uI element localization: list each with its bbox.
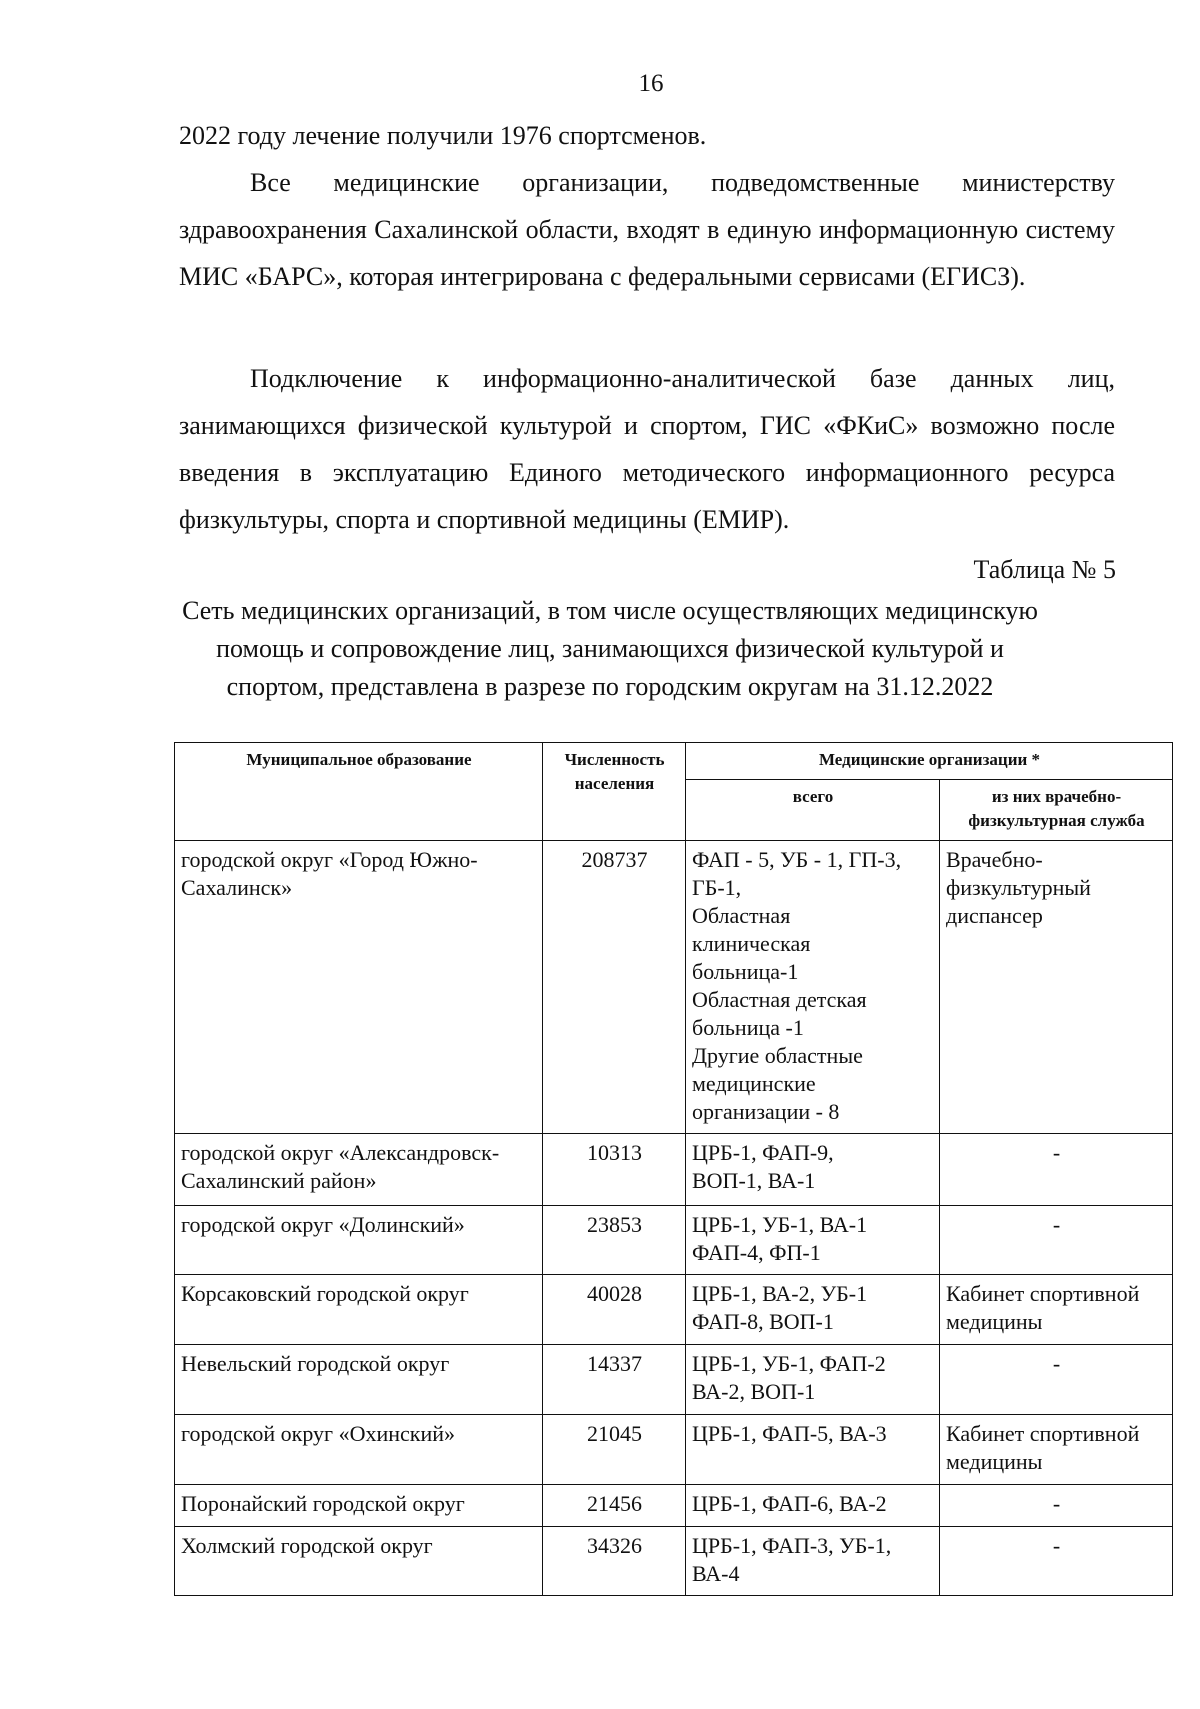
paragraph-1: 2022 году лечение получили 1976 спортсменов. bbox=[179, 121, 707, 150]
organizations-total-cell: ЦРБ-1, ФАП-5, ВА-3 bbox=[686, 1415, 940, 1485]
organizations-total-cell: ЦРБ-1, ФАП-3, УБ-1, ВА-4 bbox=[686, 1527, 940, 1596]
organizations-total-cell: ФАП - 5, УБ - 1, ГП-3, ГБ-1, Областная клиническая больница-1 Областная детская больница -1 Другие областные медицинские организации - 8 bbox=[686, 841, 940, 1134]
organizations-total-cell: ЦРБ-1, УБ-1, ФАП-2 ВА-2, ВОП-1 bbox=[686, 1345, 940, 1415]
municipality-cell: городской округ «Охинский» bbox=[175, 1415, 543, 1485]
sports-service-cell: - bbox=[940, 1206, 1173, 1275]
municipality-cell: Невельский городской округ bbox=[175, 1345, 543, 1415]
table-label: Таблица № 5 bbox=[973, 555, 1116, 584]
population-cell: 21456 bbox=[543, 1485, 686, 1527]
organizations-total-cell: ЦРБ-1, УБ-1, ВА-1 ФАП-4, ФП-1 bbox=[686, 1206, 940, 1275]
table-row bbox=[175, 1345, 1173, 1415]
population-cell: 34326 bbox=[543, 1527, 686, 1596]
sports-service-cell: - bbox=[940, 1527, 1173, 1596]
paragraph-2: Все медицинские организации, подведомственные министерству здравоохранения Сахалинской области, входят в единую информационную систему МИС «БАРС», которая интегрирована с федеральными сервисами (ЕГИСЗ). bbox=[179, 168, 1115, 291]
population-cell: 23853 bbox=[543, 1206, 686, 1275]
page-number: 16 bbox=[638, 70, 664, 97]
table-row bbox=[175, 1527, 1173, 1596]
sports-service-cell: - bbox=[940, 1134, 1173, 1206]
paragraph-3: Подключение к информационно-аналитической базе данных лиц, занимающихся физической культурой и спортом, ГИС «ФКиС» возможно после введения в эксплуатацию Единого методического информационного ресурса физкультуры, спорта и спортивной медицины (ЕМИР). bbox=[179, 364, 1115, 534]
header-organizations: Медицинские организации * bbox=[686, 743, 1173, 780]
sports-service-cell: - bbox=[940, 1345, 1173, 1415]
population-cell: 21045 bbox=[543, 1415, 686, 1485]
municipality-cell: городской округ «Город Южно-Сахалинск» bbox=[175, 841, 543, 1134]
header-municipality: Муниципальное образование bbox=[175, 743, 543, 841]
header-total: всего bbox=[686, 780, 940, 841]
table-row bbox=[175, 1275, 1173, 1345]
municipality-cell: Поронайский городской округ bbox=[175, 1485, 543, 1527]
table-row bbox=[175, 841, 1173, 1134]
population-cell: 10313 bbox=[543, 1134, 686, 1206]
population-cell: 208737 bbox=[543, 841, 686, 1134]
sports-service-cell: Врачебно- физкультурный диспансер bbox=[940, 841, 1173, 1134]
sports-service-cell: - bbox=[940, 1485, 1173, 1527]
header-sports-service: из них врачебно-физкультурная служба bbox=[940, 780, 1173, 841]
municipality-cell: Холмский городской округ bbox=[175, 1527, 543, 1596]
header-population: Численность населения bbox=[543, 743, 686, 841]
table-row bbox=[175, 1485, 1173, 1527]
population-cell: 14337 bbox=[543, 1345, 686, 1415]
organizations-total-cell: ЦРБ-1, ФАП-6, ВА-2 bbox=[686, 1485, 940, 1527]
table-row bbox=[175, 1206, 1173, 1275]
municipality-cell: городской округ «Долинский» bbox=[175, 1206, 543, 1275]
municipality-cell: городской округ «Александровск-Сахалинский район» bbox=[175, 1134, 543, 1206]
sports-service-cell: Кабинет спортивной медицины bbox=[940, 1275, 1173, 1345]
table-row bbox=[175, 1415, 1173, 1485]
organizations-total-cell: ЦРБ-1, ФАП-9, ВОП-1, ВА-1 bbox=[686, 1134, 940, 1206]
medical-organizations-table bbox=[174, 742, 1173, 1596]
organizations-total-cell: ЦРБ-1, ВА-2, УБ-1 ФАП-8, ВОП-1 bbox=[686, 1275, 940, 1345]
population-cell: 40028 bbox=[543, 1275, 686, 1345]
table-caption: Сеть медицинских организаций, в том числе осуществляющих медицинскую помощь и сопровождение лиц, занимающихся физической культурой и спортом, представлена в разрезе по городским округам на 31.12.2022 bbox=[182, 596, 1038, 701]
municipality-cell: Корсаковский городской округ bbox=[175, 1275, 543, 1345]
sports-service-cell: Кабинет спортивной медицины bbox=[940, 1415, 1173, 1485]
table-row bbox=[175, 1134, 1173, 1206]
